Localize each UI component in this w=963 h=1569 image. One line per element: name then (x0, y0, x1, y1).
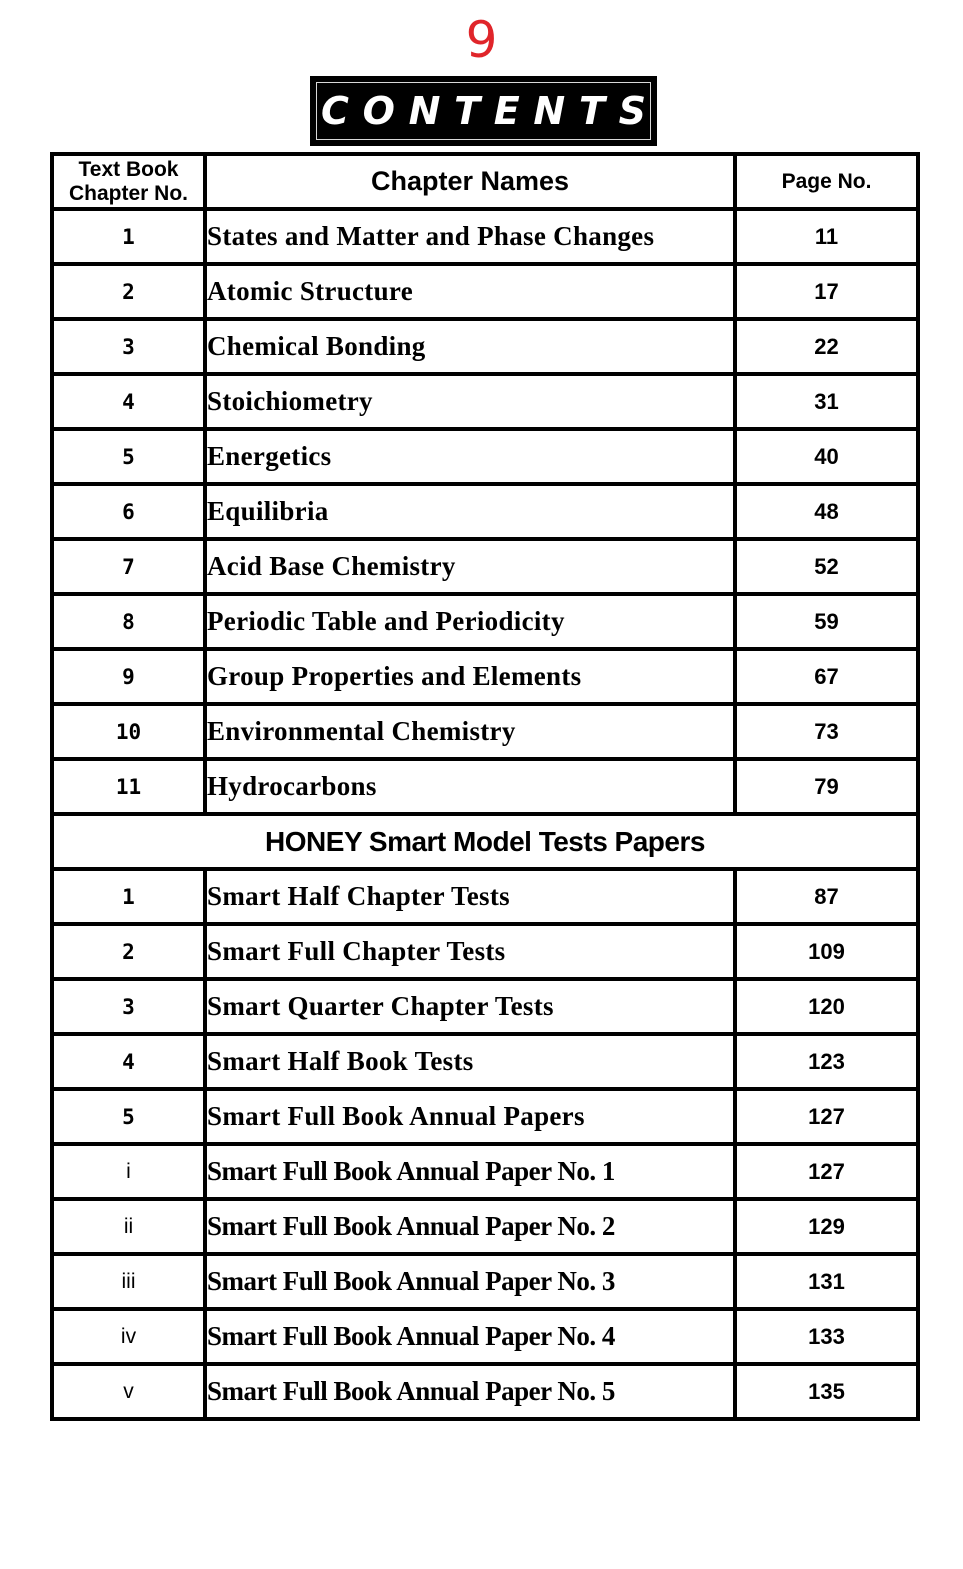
entry-number: 2 (52, 264, 205, 319)
entry-name: Group Properties and Elements (205, 649, 735, 704)
entry-name: Energetics (205, 429, 735, 484)
entry-number: 11 (52, 759, 205, 814)
entry-number: 4 (52, 374, 205, 429)
entry-page: 87 (735, 869, 918, 924)
banner-letter: N (408, 89, 441, 133)
table-row[interactable] (52, 429, 918, 484)
table-row[interactable] (52, 979, 918, 1034)
entry-page: 135 (735, 1364, 918, 1419)
entry-number: iii (52, 1254, 205, 1309)
entry-number: 6 (52, 484, 205, 539)
entry-number: v (52, 1364, 205, 1419)
entry-name: Periodic Table and Periodicity (205, 594, 735, 649)
entry-number: 2 (52, 924, 205, 979)
banner-letter: S (618, 89, 646, 133)
entry-number: 4 (52, 1034, 205, 1089)
contents-banner-title (316, 82, 651, 140)
table-row[interactable] (52, 484, 918, 539)
entry-name: Smart Full Book Annual Paper No. 4 (205, 1309, 735, 1364)
table-row[interactable] (52, 1254, 918, 1309)
table-row[interactable] (52, 209, 918, 264)
entry-page: 73 (735, 704, 918, 759)
entry-page: 120 (735, 979, 918, 1034)
section-title: HONEY Smart Model Tests Papers (52, 814, 918, 869)
entry-name: States and Matter and Phase Changes (205, 209, 735, 264)
contents-banner (310, 76, 657, 146)
entry-number: 1 (52, 209, 205, 264)
banner-letter: O (362, 89, 395, 133)
table-row[interactable] (52, 539, 918, 594)
header-chapter-no-line2: Chapter No. (68, 181, 188, 205)
entry-number: 8 (52, 594, 205, 649)
table-row[interactable] (52, 704, 918, 759)
section-row (52, 814, 918, 869)
table-row[interactable] (52, 1309, 918, 1364)
table-row[interactable] (52, 869, 918, 924)
table-row[interactable] (52, 759, 918, 814)
entry-name: Smart Full Book Annual Paper No. 2 (205, 1199, 735, 1254)
entry-number: i (52, 1144, 205, 1199)
entry-page: 52 (735, 539, 918, 594)
entry-page: 123 (735, 1034, 918, 1089)
table-row[interactable] (52, 374, 918, 429)
table-row[interactable] (52, 1034, 918, 1089)
entry-name: Hydrocarbons (205, 759, 735, 814)
entry-number: 3 (52, 979, 205, 1034)
table-row[interactable] (52, 319, 918, 374)
entry-name: Smart Full Book Annual Paper No. 3 (205, 1254, 735, 1309)
header-chapter-no-line1: Text Book (78, 157, 179, 181)
entry-name: Smart Full Book Annual Papers (205, 1089, 735, 1144)
table-row[interactable] (52, 1144, 918, 1199)
banner-letter: T (578, 89, 605, 133)
banner-letter: N (533, 89, 566, 133)
entry-number: 7 (52, 539, 205, 594)
table-row[interactable] (52, 1089, 918, 1144)
contents-table (50, 152, 920, 1421)
table-row[interactable] (52, 924, 918, 979)
entry-number: 10 (52, 704, 205, 759)
header-chapter-names: Chapter Names (205, 154, 735, 209)
header-page-no: Page No. (735, 154, 918, 209)
entry-name: Smart Full Book Annual Paper No. 5 (205, 1364, 735, 1419)
entry-name: Smart Half Chapter Tests (205, 869, 735, 924)
table-row[interactable] (52, 1364, 918, 1419)
entry-page: 79 (735, 759, 918, 814)
entry-page: 133 (735, 1309, 918, 1364)
entry-number: 1 (52, 869, 205, 924)
entry-page: 31 (735, 374, 918, 429)
table-row[interactable] (52, 264, 918, 319)
entry-page: 17 (735, 264, 918, 319)
entry-name: Chemical Bonding (205, 319, 735, 374)
entry-name: Smart Quarter Chapter Tests (205, 979, 735, 1034)
entry-page: 59 (735, 594, 918, 649)
banner-letter: T (454, 89, 481, 133)
entry-name: Smart Half Book Tests (205, 1034, 735, 1089)
entry-number: 9 (52, 649, 205, 704)
table-row[interactable] (52, 1199, 918, 1254)
entry-page: 109 (735, 924, 918, 979)
entry-page: 127 (735, 1144, 918, 1199)
entry-page: 40 (735, 429, 918, 484)
page-number: 9 (465, 11, 498, 69)
entry-page: 48 (735, 484, 918, 539)
entry-number: ii (52, 1199, 205, 1254)
entry-name: Smart Full Chapter Tests (205, 924, 735, 979)
header-chapter-no (52, 154, 205, 209)
entry-page: 11 (735, 209, 918, 264)
entry-page: 131 (735, 1254, 918, 1309)
banner-letter: E (493, 89, 520, 133)
entry-name: Smart Full Book Annual Paper No. 1 (205, 1144, 735, 1199)
entry-page: 22 (735, 319, 918, 374)
entry-number: 5 (52, 429, 205, 484)
entry-name: Environmental Chemistry (205, 704, 735, 759)
banner-letter: C (321, 89, 349, 133)
entry-page: 129 (735, 1199, 918, 1254)
entry-number: 5 (52, 1089, 205, 1144)
entry-page: 127 (735, 1089, 918, 1144)
entry-number: 3 (52, 319, 205, 374)
table-row[interactable] (52, 649, 918, 704)
entry-number: iv (52, 1309, 205, 1364)
entry-name: Acid Base Chemistry (205, 539, 735, 594)
table-row[interactable] (52, 594, 918, 649)
entry-name: Stoichiometry (205, 374, 735, 429)
header-row (52, 154, 918, 209)
entry-name: Equilibria (205, 484, 735, 539)
entry-page: 67 (735, 649, 918, 704)
entry-name: Atomic Structure (205, 264, 735, 319)
